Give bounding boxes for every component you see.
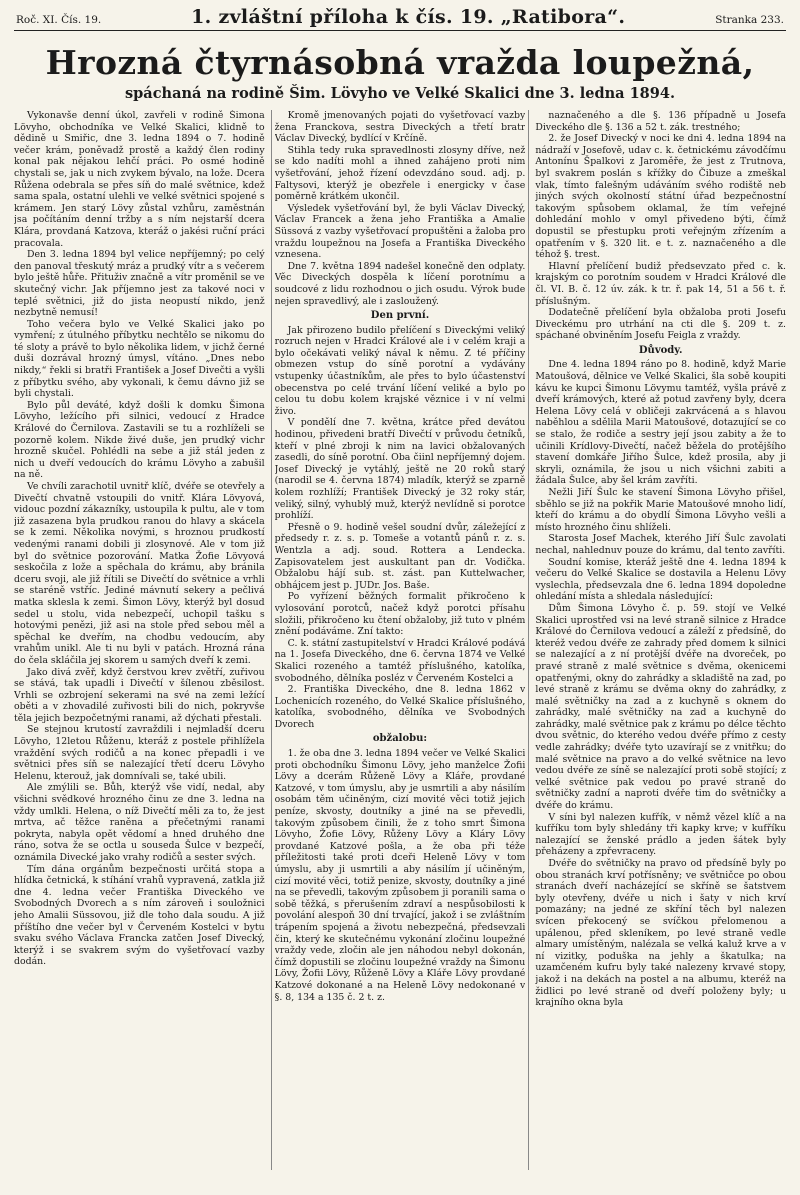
paragraph: Bylo půl deváté, když došli k domku Šimona Lövyho, ležícího při silnici, vedoucí z Hradce Králové do Černilova. Zastavili se tu a rozhlíželi se pozorně kolem. Nikde živé duše, jen prudký vichr hrozně skučel. Pohlédli na sebe a již stál jeden z nich u dveří vedoucích do krámu Lövyho a zabušil na ně.	[14, 399, 265, 481]
column-3	[535, 110, 786, 1170]
paragraph: Tím dána orgánům bezpečnosti určitá stopa a hlídka četnická, k stíhání vrahů vypravená, zatkla již dne 4. ledna večer Františka Diveckého ve Svobodných Dvorech a s ním zároveň i souložnici jeho Amalii Süssovou, již dle toho dala soudu. A již příštího dne večer byl v Červeném Kostelci v bytu svaku svého Václava Francka zatčen Josef Divecký, kterýž i se svakrem svým do vyšetřovací vazby dodán.	[14, 863, 265, 968]
paragraph: Nežli Jiří Šulc ke stavení Šimona Lövyho přišel, sběhlo se již na pokřik Marie Matoušové mnoho lidí, kteří do krámu a do obydlí Šimona Lövyho vešli a místo hrozného činu shlíželi.	[535, 487, 786, 533]
article-title: Hrozná čtyrnásobná vražda loupežná,	[45, 43, 755, 82]
paragraph: Den 3. ledna 1894 byl velice nepříjemný; po celý den panoval třeskutý mráz a prudký vítr a s večerem bylo ještě hůře. Přituživ značně a vítr proměnil se ve skutečný vichr. Jak příjemno jest za takové noci v teplé světnici, již do jista neopustí nikdo, jenž nezbytně nemusí!	[14, 249, 265, 319]
column-2	[275, 110, 526, 1170]
article-subtitle: spáchaná na rodině Šim. Lövyho ve Velké Skalici dne 3. ledna 1894.	[125, 85, 675, 102]
paragraph: 1. že oba dne 3. ledna 1894 večer ve Velké Skalici proti obchodníku Šimonu Lövy, jeho manželce Žofii Lövy a dcerám Růženě Lövy a Kláře, provdané Katzové, v tom úmyslu, aby je usmrtili a aby násilím osobám těm učiněným, cizí movité věci totiž jejich peníze, skvosty, doutníky a jiné na se převedli, takovým způsobem činili, že z toho smrt Šimona Lövyho, Žofie Lövy, Růženy Lövy a Kláry Lövy provdané Katzové pošla, a že oba při téže příležitosti také proti dceři Heleně Lövy v tom úmyslu, aby ji usmrtili a aby násilím jí učiněným, cizí movité věci, totiž penize, skvosty, doutníky a jiné na se převedli, takovým způsobem ji poranili sama o sobě těžká, s přerušením zdraví a nespůsobilosti k povolání alespoň 30 dní trvající, jakož i se zvláštním trápením spojená a životu nebezpečná, předsevzali čin, který ke skutečnému vykonání zločinu loupežné vraždy vede, zločin ale jen náhodou nebyl dokonán, čímž dopustili se zločinu loupežné vraždy na Šimonu Lövy, Žofii Lövy, Růženě Lövy a Kláře Lövy provdané Katzové dokonané a na Heleně Lövy nedokonané v §. 8, 134 a 135 č. 2 t. z.	[274, 748, 526, 1003]
paragraph: Stihla tedy ruka spravedlnosti zlosyny dříve, než se kdo nadíti mohl a ihned zahájeno proti nim vyšetřování, jehož řízení odevzdáno soud. adj. p. Faltysovi, kterýž je obezřele i energicky v čase poměrně krátkém ukončil.	[274, 144, 526, 203]
section-heading: obžalobu:	[372, 733, 428, 745]
paragraph: Jak přirozeno budilo přelíčení s Diveckými veliký rozruch nejen v Hradci Králové ale i v celém kraji a bylo očekávati veliký nával k němu. Z té příčiny obmezen vstup do síně porotní a vydávány vstupenky účastníkům, ale přes to bylo účastenství obecenstva po celé trvání líčení veliké a bylo po celou tu dobu kolem krajské věznice i v ní velmi živo.	[274, 324, 526, 417]
paragraph: V pondělí dne 7. května, krátce před devátou hodinou, přivedeni bratří Divečtí v průvodu četníků, kteří v plné zbroji k nim na lavici obžalovaných zasedli, do síně porotní. Oba čiinl nepříjemný dojem. Josef Divecký je vytáhlý, ještě ne 20 roků starý (narodil se 4. června 1874) mladík, kterýž se zparně kolem rozhlíží; František Divecký je 32 roky stár, veliký, silný, vyhublý muž, kterýž nevlídně si porotce prohlíží.	[274, 417, 526, 522]
page-number: Stranka 233.	[715, 14, 784, 26]
supplement-title: 1. zvláštní příloha k čís. 19. „Ratibora“.	[191, 6, 626, 28]
paragraph: Výsledek vyšetřování byl, že byli Václav Divecký, Václav Francek a žena jeho Františka a Amalie Süssová z vazby vyšetřovací propuštěni a žaloba pro vraždu loupežnou na Josefa a Františka Diveckého vznesena.	[274, 202, 526, 261]
paragraph: Dodatečně přelíčení byla obžaloba proti Josefu Diveckému pro utrhání na cti dle §. 209 t. z. spáchané obviněním Josefu Feigla z vraždy.	[535, 307, 786, 342]
article-body	[14, 110, 786, 1170]
paragraph: Toho večera bylo ve Velké Skalici jako po vymření; z útulného příbytku nechtělo se nikomu do té sloty a právě to bylo několika lidem, v jichž černé duši dozrával hrozný úmysl, vítáno. „Dnes nebo nikdy,“ řekli si bratři František a Josef Divečti a vyšli z příbytku svého, aby vykonali, k čemu dávno již se byli chystali.	[14, 318, 265, 400]
paragraph: Dvéře do světničky na pravo od předsíně byly po obou stranách krví potřísněny; ve světničce po obou stranách dveří nacházející se skříně se šatstvem byly otevřeny, dvéře u nich i šaty v nich krví pomazány; na jedné ze skříní těch byl nalezen svícen překocený se svíčkou přelomenou a upálenou, před skleníkem, po levé straně vedle almary umístěným, nalézala se velká kaluž krve a v ní vizitky, poduška na jehly a škatulka; na uzamčeném kufru byly také nalezeny krvavé stopy, jakož i na dekách na postel a na albumu, kteréž na židlici po levé straně od dveří položeny byly; u krajního okna byla	[535, 858, 786, 1009]
issue-number: Roč. XI. Čís. 19.	[16, 14, 102, 26]
paragraph: Po vyřízení běžných formalit přikročeno k vylosování porotců, načež když porotci přísahu složili, přikročeno ku čtení obžaloby, již tuto v plném znění podáváme. Zní takto:	[274, 591, 526, 638]
paragraph: Ale zmýlili se. Bůh, kterýž vše vidí, nedal, aby všichni svědkové hrozného činu ze dne 3. ledna na vždy umlkli. Helena, o níž Divečtí měli za to, že jest mrtva, ač těžce raněna a přečetnými ranami pokryta, nabyla opět vědomí a hned druhého dne ráno, sotva že se octla u souseda Šulce v bezpečí, oznámila Divecké jako vrahy rodičů a sester svých.	[14, 782, 265, 863]
paragraph: Hlavní přelíčení budiž předsevzato před c. k. krajským co porotním soudem v Hradci Králové dle čl. VI. B. č. 12 úv. zák. k tr. ř. pak 14, 51 a 56 t. ř. příslušným.	[535, 260, 786, 307]
paragraph: Ve chvíli zarachotil uvnitř klíč, dvéře se otevřely a Divečtí chvatně vstoupili do vnitř. Klára Lövyová, vidouc pozdní zákazníky, ustoupila k pultu, ale v tom již zasazena byla prudkou ranou do hlavy a skácela se k zemi. Několika novými, s hroznou prudkostí vedenými ranami dobili ji zlosynové. Ale v tom již byl do světnice pozorování. Matka Žofie Lövyová seskočila z lože a spěchala do krámu, aby bránila dceru svoji, ale již řítili se Divečtí do světnice a vrhli se staréně vstříc. Jediné mávnutí sekery a pečlivá matka sklesla k zemi. Šimon Lövy, kterýž byl dosud sedel u stolu, vida nebezpečí, uchopil tašku s hotovými penězi, již asi na stole před sebou měl a spěchal ke dveřím, na chodbu vedoucím, aby vrahům unikl. Ale ti nu byli v patách. Hrozná rána do čela skláčila jej skorem u samých dveří k zemi.	[14, 481, 265, 666]
section-heading: Den první.	[370, 310, 430, 322]
newspaper-page	[14, 6, 786, 1189]
column-1	[14, 110, 265, 1170]
column-rule	[528, 110, 529, 1170]
paragraph: Starosta Josef Machek, kterého Jiří Šulc zavolati nechal, nahlednuv pouze do krámu, dal tento zavříti.	[535, 533, 786, 556]
paragraph: naznačeného a dle §. 136 případně u Josefa Diveckého dle §. 136 a 52 t. zák. trestného;	[535, 110, 786, 133]
paragraph: V síni byl nalezen kufřík, v němž vězel klíč a na kufříku tom byly shledány tři kapky krve; v kufříku nalezající se ženské prádlo a jeden šátek byly přeházeny a zpřevraceny.	[535, 811, 786, 858]
paragraph: Jako divá zvěř, když čerstvou krev zvětří, zuřivou se stává, tak upadli i Divečtí v šílenou zběsilost. Vrhli se ozbrojení sekerami na své na zemi ležící oběti a v zhovadilé zuřivosti bili do nich, pokryvše těla jejich bezpočetnými ranami, až dýchati přestali.	[14, 666, 265, 724]
section-heading: Důvody.	[638, 344, 683, 356]
paragraph: Přesně o 9. hodině vešel soudní dvůr, záležející z předsedy r. z. s. p. Tomeše a votantů pánů r. z. s. Wentzla a adj. soud. Rottera a Lendecka. Zapisovatelem jest auskultant pan dr. Vodička. Obžalobu hájí sub. st. zást. pan Kuttelwacher, obhájcem jest p. JUDr. Jos. Baše.	[274, 521, 526, 591]
paragraph: Vykonavše denní úkol, zavřeli v rodině Šimona Lövyho, obchodníka ve Velké Skalici, klidně to dědině u Smiřic, dne 3. ledna 1894 o 7. hodině večer krám, poněvadž prostě a každý člen rodiny konal pak nějakou lehčí práci. Po osmé hodině chystali se, jak u nich zvykem bývalo, na lože. Dcera Růžena odebrala se přes síň do malé světnice, kdež sama spala, ostatní ulehli ve velké světnici spojené s krámem. Jen starý Lövy zůstal vzhůru, zaměstnán jsa počítáním denní tržby a s ním nejstarší dcera Klára, provdaná Katzova, kteráž o jakési ruční práci pracovala.	[14, 110, 265, 249]
paragraph: 2. Františka Diveckého, dne 8. ledna 1862 v Lochenicích rozeného, do Velké Skalice příslušného, katolíka, svobodného, dělníka ve Svobodných Dvorech	[274, 684, 526, 730]
paragraph: Soudní komise, kteráž ještě dne 4. ledna 1894 k večeru do Velké Skalice se dostavila a Helenu Lövy vyslechla, předsevzala dne 6. ledna 1894 dopoledne ohledání místa a shledala následující:	[535, 556, 786, 603]
paragraph: Se stejnou krutostí zavraždili i nejmladší dceru Lövyho, 12letou Růženu, kteráž z postele přihlížela vraždění svých rodičů a na konec přepadli i ve světnici přes síň se nalezající třetí dceru Lövyho Helenu, kterouž, jak domnívali se, také ubili.	[14, 724, 265, 782]
paragraph: Kromě jmenovaných pojati do vyšetřovací vazby žena Franckova, sestra Diveckých a třetí bratr Václav Divecký, bydlící v Krčíně.	[274, 110, 526, 145]
paragraph: C. k. státní zastupitelství v Hradci Králové podává na 1. Josefa Diveckého, dne 6. června 1874 ve Velké Skalici rozeného a tamtéž příslušného, katolíka, svobodného, dělníka posléz v Červeném Kostelci a	[274, 637, 526, 684]
paragraph: Dům Šimona Lövyho č. p. 59. stojí ve Velké Skalici uprostřed vsi na levé straně silnice z Hradce Králové do Černilova vedoucí a záleží z předsíně, do kteréž vedou dvéře ze zahrady před domem k silnici se nalezající a z ní protější dvéře na dvoreček, po pravé straně z malé světnice s dvěma, okenicemi opatřenými, okny do zahrádky a skladiště na zad, po levé straně z krámu se dvěma okny do zahrádky, z malé světničky na zad a z kuchyně s oknem do zahrádky, malé světničky na zad a kuchyně do zahrádky, malé světnice pak z krámu po délce těchto dvou světnic, do kterého vedou dvéře přímo z cesty vedle zahrádky; dvéře tyto uzavírají se z vnitřku; do malé světnice na pravo a do velké světnice na levo vedou dvéře ze síně se nalezající proti sobě stojící; z velké světnice pak vedou po pravé straně do světničky zadní a naproti dvéře tim do světničky a dvéře do krámu.	[535, 602, 786, 812]
paragraph: Dne 7. května 1894 nadešel konečně den odplaty. Věc Diveckých dospěla k líčení porotnímu a soudcové z lidu rozhodnou o jich osudu. Výrok bude nejen spravedlivý, ale i zasloužený.	[274, 260, 526, 307]
paragraph: Dne 4. ledna 1894 ráno po 8. hodině, když Marie Matoušová, dělnice ve Velké Skalici, šla sobě koupiti kávu ke kupci Šimonu Lövymu tamtéž, vyšla právě z dveří krámových, které až potud zavřeny byly, dcera Helena Lövy celá v obličeji zakrvácená a s hlavou naběhlou a sdělila Marii Matoušové, dotazující se co se stalo, že rodiče a sestry její jsou zabity a že to učinili Krídlovy-Divečtí, načež běžela do protějšího stavení domkáře Jiřího Šulce, kdež prosila, aby ji skryli, oznámila, že jsou u nich všichni zabiti a žádala Šulce, aby šel krám zavříti.	[535, 359, 786, 487]
running-head	[14, 6, 786, 31]
column-rule	[271, 110, 272, 1170]
paragraph: 2. že Josef Divecký v noci ke dni 4. ledna 1894 na nádraží v Josefově, udav c. k. četnickému závodčímu Antonínu Špalkovi z Jaroměře, že jest z Trutnova, byl svakrem poslán s křížky do Čibuze a zmeškal vlak, tímto falešným udáváním svého rodiště neb jiných svých okolností státní úřad bezpečnostní takovým spůsobem oklamal, že tím veřejné dohledání mohlo v omyl přivedeno býti, čímž dopustil se přestupku proti veřejným zřízením a opatřením v §. 320 lit. e t. z. naznačeného a dle téhož §. trest.	[535, 133, 786, 261]
